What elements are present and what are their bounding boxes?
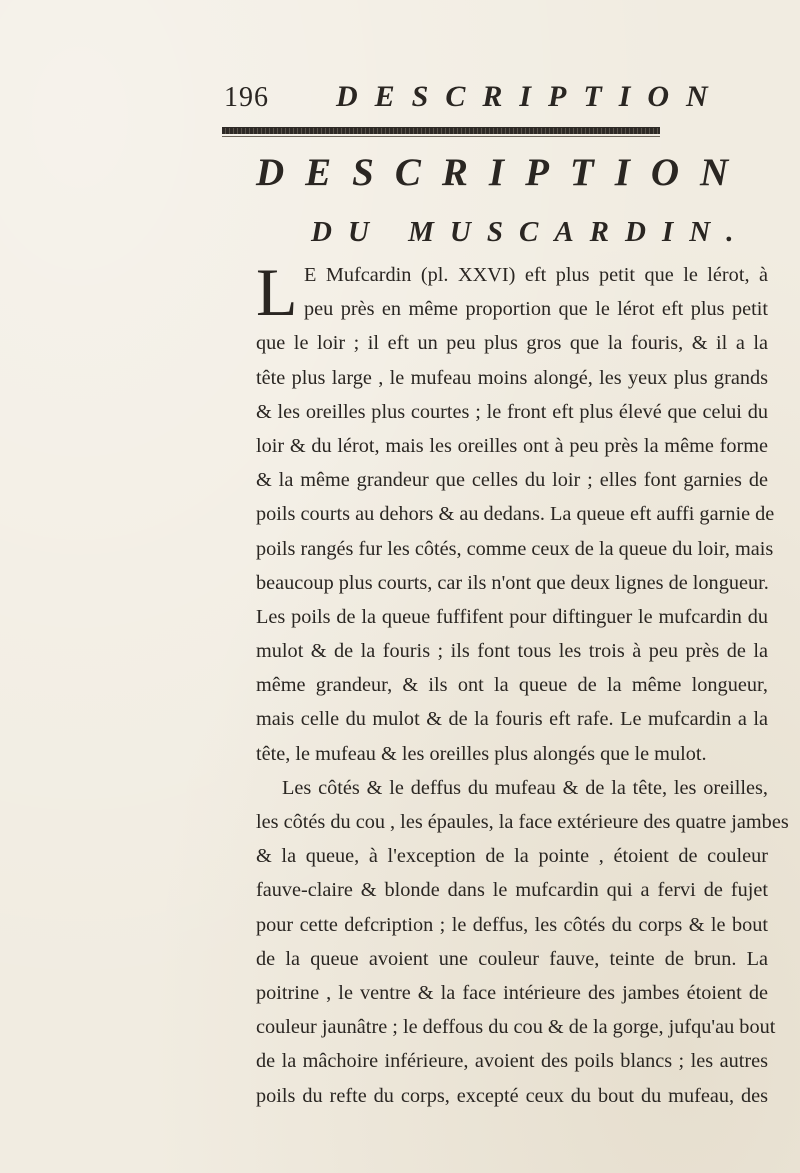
header-rule (222, 127, 660, 134)
text-line: de la queue avoient une couleur fauve, teinte de brun. La (256, 947, 768, 970)
text-line: poils du refte du corps, excepté ceux du bout du mufeau, des (256, 1084, 768, 1107)
chapter-title: DESCRIPTION (256, 151, 750, 194)
running-head (224, 80, 725, 122)
text-line: même grandeur, & ils ont la queue de la même longueur, (256, 674, 768, 697)
text-line: beaucoup plus courts, car ils n'ont que deux lignes de longueur. (256, 571, 769, 594)
text-line: E Mufcardin (pl. XXVI) eft plus petit que le lérot, à (304, 264, 768, 286)
text-line: de la mâchoire inférieure, avoient des poils blancs ; les autres (256, 1050, 768, 1073)
text-line: couleur jaunâtre ; le deffous du cou & de la gorge, jufqu'au bout (256, 1016, 776, 1039)
text-line: que le loir ; il eft un peu plus gros que la fouris, & il a la (256, 332, 768, 355)
text-line: & la même grandeur que celles du loir ; elles font garnies de (256, 469, 768, 492)
text-line: loir & du lérot, mais les oreilles ont à peu près la même forme (256, 434, 768, 457)
chapter-subtitle: DU MUSCARDIN. (311, 216, 750, 248)
text-line: mais celle du mulot & de la fouris eft rafe. Le mufcardin a la (256, 708, 768, 731)
text-line: mulot & de la fouris ; ils font tous les trois à peu près de la (256, 640, 768, 663)
text-line: poitrine , le ventre & la face intérieure des jambes étoient de (256, 981, 768, 1004)
page-number: 196 (224, 82, 269, 113)
text-line: Les poils de la queue fuffifent pour diftinguer le mufcardin du (256, 605, 768, 628)
body-text (256, 254, 789, 1113)
text-line: pour cette defcription ; le deffus, les côtés du corps & le bout (256, 913, 768, 936)
text-line: fauve-claire & blonde dans le mufcardin qui a fervi de fujet (256, 879, 768, 902)
text-line: Les côtés & le deffus du mufeau & de la tête, les oreilles, (282, 776, 768, 799)
text-line: poils courts au dehors & au dedans. La queue eft auffi garnie de (256, 503, 775, 526)
text-line: les côtés du cou , les épaules, la face extérieure des quatre jambes (256, 811, 789, 833)
header-rule-thin (222, 136, 660, 137)
text-line: peu près en même proportion que le lérot eft plus petit (304, 298, 768, 321)
drop-cap: L (256, 254, 298, 330)
text-line: poils rangés fur les côtés, comme ceux de la queue du loir, mais (256, 537, 774, 560)
text-line: tête plus large , le mufeau moins alongé, les yeux plus grands (256, 366, 768, 389)
text-line: & les oreilles plus courtes ; le front eft plus élevé que celui du (256, 400, 768, 423)
text-line: tête, le mufeau & les oreilles plus alongés que le mulot. (256, 742, 707, 765)
text-line: & la queue, à l'exception de la pointe , étoient de couleur (256, 845, 768, 868)
running-title: DESCRIPTION (336, 80, 725, 113)
